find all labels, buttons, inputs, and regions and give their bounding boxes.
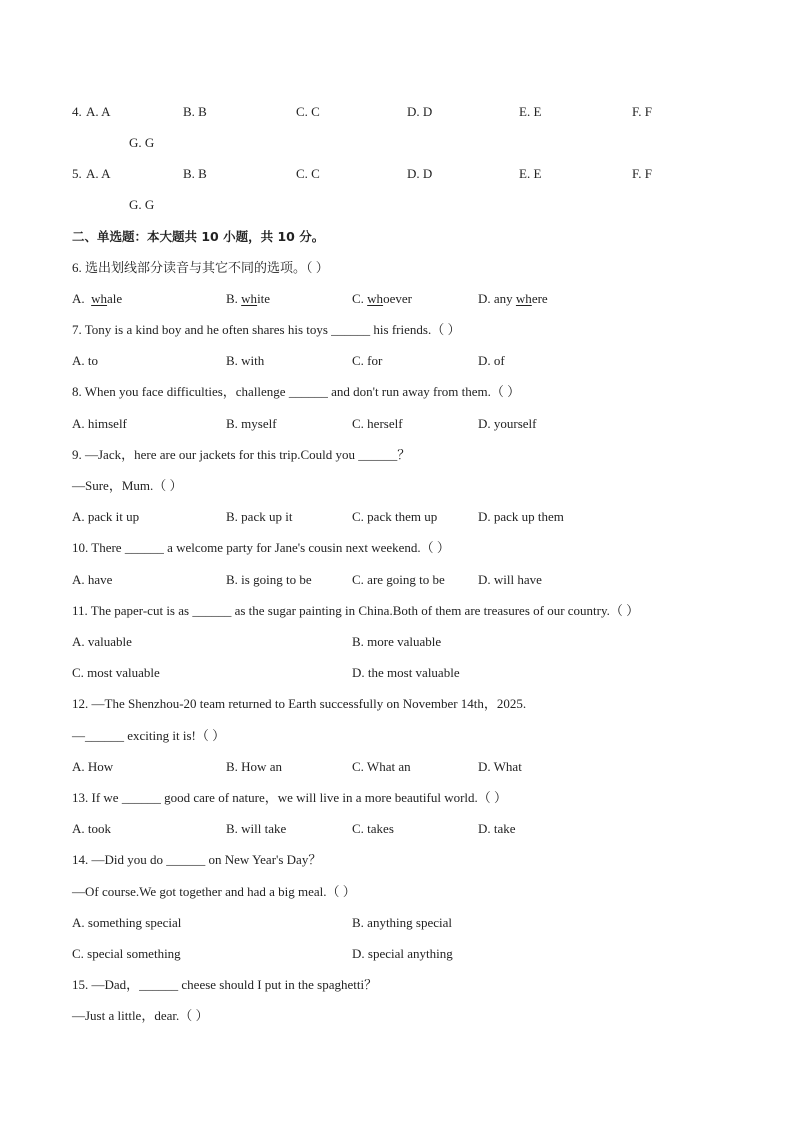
question-stem: 12. —The Shenzhou-20 team returned to Earth successfully on November 14th，2025. xyxy=(72,696,527,711)
question-stem: 11. The paper-cut is as ______ as the sugar painting in China.Both of them are treasures of our country.（ ） xyxy=(72,603,640,618)
option-b[interactable]: B. will take xyxy=(226,821,287,836)
option-b[interactable]: B. B xyxy=(183,166,207,181)
option-d[interactable]: D. of xyxy=(478,353,505,368)
option-e[interactable]: E. E xyxy=(519,166,542,181)
option-a[interactable]: A. something special xyxy=(72,915,182,930)
option-a[interactable]: A. pack it up xyxy=(72,509,140,524)
question-8-options xyxy=(0,414,794,434)
question-stem: 15. —Dad，______ cheese should I put in the spaghetti？ xyxy=(72,977,378,992)
question-6 xyxy=(0,258,794,278)
option-c[interactable]: C. special something xyxy=(72,946,181,961)
question-4-options-cont xyxy=(0,133,794,153)
question-15 xyxy=(0,975,794,995)
option-f[interactable]: F. F xyxy=(632,166,652,181)
question-reply: —______ exciting it is!（ ） xyxy=(72,728,226,743)
option-a[interactable]: A. valuable xyxy=(72,634,132,649)
question-stem: 10. There ______ a welcome party for Jane's cousin next weekend.（ ） xyxy=(72,540,450,555)
option-c[interactable]: C. takes xyxy=(352,821,394,836)
question-15-reply xyxy=(0,1006,794,1026)
option-a[interactable]: A. A xyxy=(86,166,111,181)
option-a[interactable]: A. to xyxy=(72,353,98,368)
option-f[interactable]: F. F xyxy=(632,104,652,119)
question-stem: 13. If we ______ good care of nature，we will live in a more beautiful world.（ ） xyxy=(72,790,508,805)
option-c[interactable]: C. for xyxy=(352,353,383,368)
option-a[interactable]: A. have xyxy=(72,572,113,587)
option-g[interactable]: G. G xyxy=(129,197,155,212)
question-14-reply xyxy=(0,882,794,902)
option-c[interactable]: C. are going to be xyxy=(352,572,445,587)
option-b[interactable]: B. more valuable xyxy=(352,634,442,649)
underlined-letters: wh xyxy=(241,291,258,306)
question-stem: 6. 选出划线部分读音与其它不同的选项。（ ） xyxy=(72,260,329,275)
question-6-options xyxy=(0,289,794,309)
question-9-reply xyxy=(0,476,794,496)
option-d[interactable]: D. any where xyxy=(478,291,548,306)
option-c[interactable]: C. most valuable xyxy=(72,665,160,680)
question-10-options xyxy=(0,570,794,590)
question-12-reply xyxy=(0,726,794,746)
underlined-letters: wh xyxy=(367,291,384,306)
question-reply: —Of course.We got together and had a big meal.（ ） xyxy=(72,884,356,899)
question-14-options-row1 xyxy=(0,913,794,933)
option-b[interactable]: B. pack up it xyxy=(226,509,293,524)
question-14 xyxy=(0,850,794,870)
question-reply: —Just a little，dear.（ ） xyxy=(72,1008,209,1023)
question-11-options-row2 xyxy=(0,663,794,683)
section-title: 二、单选题：本大题共 10 小题，共 10 分。 xyxy=(72,229,325,244)
option-a[interactable]: A. took xyxy=(72,821,111,836)
option-c[interactable]: C. C xyxy=(296,166,320,181)
question-7-options xyxy=(0,351,794,371)
option-d[interactable]: D. special anything xyxy=(352,946,453,961)
question-13-options xyxy=(0,819,794,839)
option-c[interactable]: C. pack them up xyxy=(352,509,438,524)
option-d[interactable]: D. will have xyxy=(478,572,542,587)
option-c[interactable]: C. herself xyxy=(352,416,403,431)
question-stem: 9. —Jack，here are our jackets for this trip.Could you ______？ xyxy=(72,447,411,462)
option-d[interactable]: D. take xyxy=(478,821,516,836)
option-c[interactable]: C. C xyxy=(296,104,320,119)
option-a[interactable]: A. A xyxy=(86,104,111,119)
question-12-options xyxy=(0,757,794,777)
option-b[interactable]: B. B xyxy=(183,104,207,119)
question-13 xyxy=(0,788,794,808)
question-9 xyxy=(0,445,794,465)
option-c[interactable]: C. What an xyxy=(352,759,411,774)
option-d[interactable]: D. D xyxy=(407,104,433,119)
option-b[interactable]: B. myself xyxy=(226,416,277,431)
underlined-letters: wh xyxy=(91,291,108,306)
question-stem: 7. Tony is a kind boy and he often shares his toys ______ his friends.（ ） xyxy=(72,322,461,337)
question-11-options-row1 xyxy=(0,632,794,652)
option-e[interactable]: E. E xyxy=(519,104,542,119)
question-5-options-cont xyxy=(0,195,794,215)
option-b[interactable]: B. How an xyxy=(226,759,282,774)
question-reply: —Sure，Mum.（ ） xyxy=(72,478,183,493)
question-number: 4. xyxy=(72,104,82,119)
option-d[interactable]: D. What xyxy=(478,759,522,774)
question-5-options xyxy=(0,164,794,184)
option-b[interactable]: B. white xyxy=(226,291,271,306)
question-4-options xyxy=(0,102,794,122)
question-8 xyxy=(0,382,794,402)
underlined-letters: wh xyxy=(515,291,532,306)
question-14-options-row2 xyxy=(0,944,794,964)
option-d[interactable]: D. the most valuable xyxy=(352,665,460,680)
option-a[interactable]: A. whale xyxy=(72,291,123,306)
option-b[interactable]: B. with xyxy=(226,353,265,368)
option-b[interactable]: B. anything special xyxy=(352,915,453,930)
option-d[interactable]: D. pack up them xyxy=(478,509,564,524)
question-stem: 8. When you face difficulties，challenge ______ and don't run away from them.（ ） xyxy=(72,384,521,399)
option-c[interactable]: C. whoever xyxy=(352,291,412,306)
section-heading xyxy=(0,227,794,247)
question-12 xyxy=(0,694,794,714)
question-11 xyxy=(0,601,794,621)
option-d[interactable]: D. yourself xyxy=(478,416,537,431)
question-10 xyxy=(0,538,794,558)
question-7 xyxy=(0,320,794,340)
question-9-options xyxy=(0,507,794,527)
option-d[interactable]: D. D xyxy=(407,166,433,181)
question-number: 5. xyxy=(72,166,82,181)
option-b[interactable]: B. is going to be xyxy=(226,572,312,587)
option-a[interactable]: A. himself xyxy=(72,416,127,431)
option-g[interactable]: G. G xyxy=(129,135,155,150)
option-a[interactable]: A. How xyxy=(72,759,114,774)
question-stem: 14. —Did you do ______ on New Year's Day？ xyxy=(72,852,322,867)
